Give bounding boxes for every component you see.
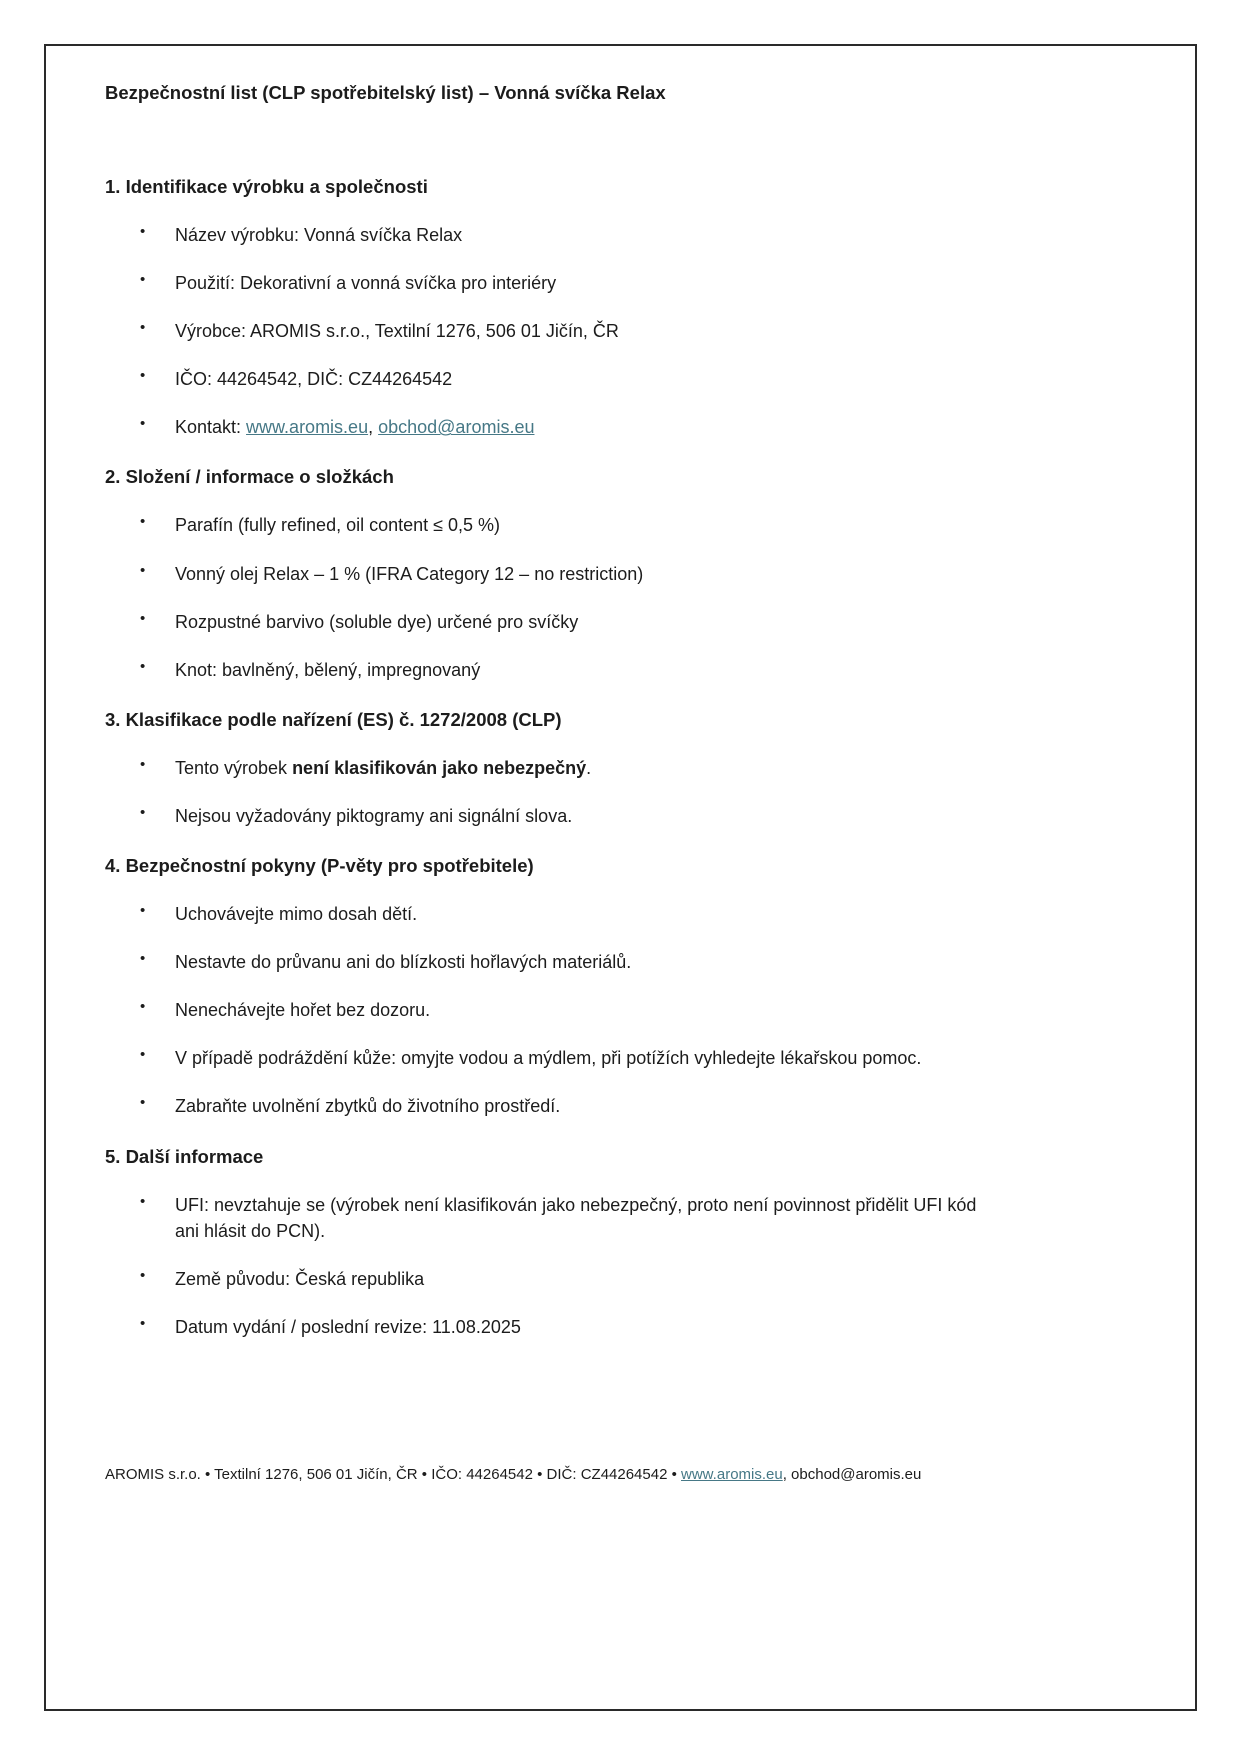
text-segment: IČO: 44264542, DIČ: CZ44264542 bbox=[175, 369, 453, 390]
text-segment: Použití: Dekorativní a vonná svíčka pro interiéry bbox=[175, 273, 557, 294]
text-segment: Nestavte do průvanu ani do blízkosti hořlavých materiálů. bbox=[175, 952, 632, 973]
text-segment: Výrobce: AROMIS s.r.o., Textilní 1276, 506 01 Jičín, ČR bbox=[175, 321, 619, 342]
bullet-marker-icon: • bbox=[140, 271, 146, 289]
bullet-marker-icon: • bbox=[140, 319, 146, 337]
text-segment: Parafín (fully refined, oil content ≤ 0,5 %) bbox=[175, 515, 501, 536]
bullet-item bbox=[140, 366, 1005, 392]
bullet-marker-icon: • bbox=[140, 609, 146, 627]
bullet-marker-icon: • bbox=[140, 513, 146, 531]
bullet-list bbox=[105, 755, 1005, 829]
text-segment: Knot: bavlněný, bělený, impregnovaný bbox=[175, 659, 481, 680]
text-segment: Název výrobku: Vonná svíčka Relax bbox=[175, 225, 463, 245]
bullet-item bbox=[140, 270, 1005, 296]
text-segment: Nenechávejte hořet bez dozoru. bbox=[175, 1000, 431, 1021]
bullet-item bbox=[140, 949, 1005, 975]
text-segment: Tento výrobek bbox=[175, 757, 293, 778]
bullet-marker-icon: • bbox=[140, 1094, 146, 1112]
bullet-item bbox=[140, 755, 1005, 781]
website-link[interactable]: www.aromis.eu bbox=[681, 1466, 783, 1483]
text-segment: Země původu: Česká republika bbox=[175, 1268, 425, 1289]
bullet-item bbox=[140, 1266, 1005, 1292]
bullet-item bbox=[140, 318, 1005, 344]
bullet-marker-icon: • bbox=[140, 657, 146, 675]
bullet-item bbox=[140, 1093, 1005, 1119]
page-footer bbox=[105, 1464, 1115, 1485]
bullet-item bbox=[140, 803, 1005, 829]
bullet-item bbox=[140, 512, 1005, 538]
text-segment: Kontakt: bbox=[175, 417, 247, 438]
email-link[interactable]: obchod@aromis.eu bbox=[378, 417, 535, 438]
text-segment: V případě podráždění kůže: omyjte vodou a mýdlem, při potížích vyhledejte lékařskou pomoc. bbox=[175, 1048, 922, 1069]
bullet-marker-icon: • bbox=[140, 1314, 146, 1332]
bold-text-segment: není klasifikován jako nebezpečný bbox=[292, 757, 587, 778]
text-segment: Datum vydání / poslední revize: 11.08.2025 bbox=[175, 1316, 521, 1337]
text-segment: Uchovávejte mimo dosah dětí. bbox=[175, 904, 418, 925]
text-segment: . bbox=[586, 757, 592, 778]
bullet-marker-icon: • bbox=[140, 1046, 146, 1064]
text-segment: , obchod@aromis.eu bbox=[782, 1466, 922, 1483]
bullet-item bbox=[140, 657, 1005, 683]
sections bbox=[105, 176, 1005, 1340]
section-heading-5: 5. Další informace bbox=[105, 1145, 264, 1167]
bullet-marker-icon: • bbox=[140, 902, 146, 920]
document-title: Bezpečnostní list (CLP spotřebitelský list) – Vonná svíčka Relax bbox=[105, 82, 666, 103]
bullet-list bbox=[105, 512, 1005, 682]
bullet-marker-icon: • bbox=[140, 561, 146, 579]
text-segment: UFI: nevztahuje se (výrobek není klasifikován jako nebezpečný, proto není povinnost přidělit UFI kód ani hlásit do PCN). bbox=[175, 1194, 977, 1241]
bullet-marker-icon: • bbox=[140, 367, 146, 385]
bullet-item bbox=[140, 1192, 1005, 1244]
text-segment: AROMIS s.r.o. • Textilní 1276, 506 01 Jičín, ČR • IČO: 44264542 • DIČ: CZ44264542 • bbox=[105, 1466, 682, 1483]
bullet-marker-icon: • bbox=[140, 950, 146, 968]
bullet-item bbox=[140, 609, 1005, 635]
bullet-item bbox=[140, 561, 1005, 587]
bullet-marker-icon: • bbox=[140, 415, 146, 433]
text-segment: Nejsou vyžadovány piktogramy ani signální slova. bbox=[175, 805, 573, 826]
bullet-marker-icon: • bbox=[140, 998, 146, 1016]
text-segment: Vonný olej Relax – 1 % (IFRA Category 12 – no restriction) bbox=[175, 563, 644, 584]
bullet-marker-icon: • bbox=[140, 803, 146, 821]
section-heading-3: 3. Klasifikace podle nařízení (ES) č. 1272/2008 (CLP) bbox=[105, 708, 562, 730]
section-heading-1: 1. Identifikace výrobku a společnosti bbox=[105, 176, 428, 197]
bullet-list bbox=[105, 1192, 1005, 1340]
text-segment: , bbox=[368, 417, 379, 438]
website-link[interactable]: www.aromis.eu bbox=[246, 417, 369, 438]
bullet-list bbox=[105, 901, 1005, 1119]
bullet-item bbox=[140, 1314, 1005, 1340]
bullet-marker-icon: • bbox=[140, 755, 146, 773]
bullet-marker-icon: • bbox=[140, 1266, 146, 1284]
section-heading-4: 4. Bezpečnostní pokyny (P-věty pro spotřebitele) bbox=[105, 855, 534, 877]
bullet-item bbox=[140, 222, 1005, 248]
bullet-item bbox=[140, 901, 1005, 927]
bullet-item bbox=[140, 1045, 1005, 1071]
text-segment: Zabraňte uvolnění zbytků do životního prostředí. bbox=[175, 1096, 561, 1117]
section-heading-2: 2. Složení / informace o složkách bbox=[105, 466, 394, 488]
document-content bbox=[105, 82, 1005, 1362]
bullet-list bbox=[105, 222, 1005, 440]
text-segment: Rozpustné barvivo (soluble dye) určené pro svíčky bbox=[175, 611, 579, 632]
bullet-marker-icon: • bbox=[140, 223, 146, 240]
bullet-item bbox=[140, 414, 1005, 440]
bullet-marker-icon: • bbox=[140, 1192, 146, 1210]
bullet-item bbox=[140, 997, 1005, 1023]
